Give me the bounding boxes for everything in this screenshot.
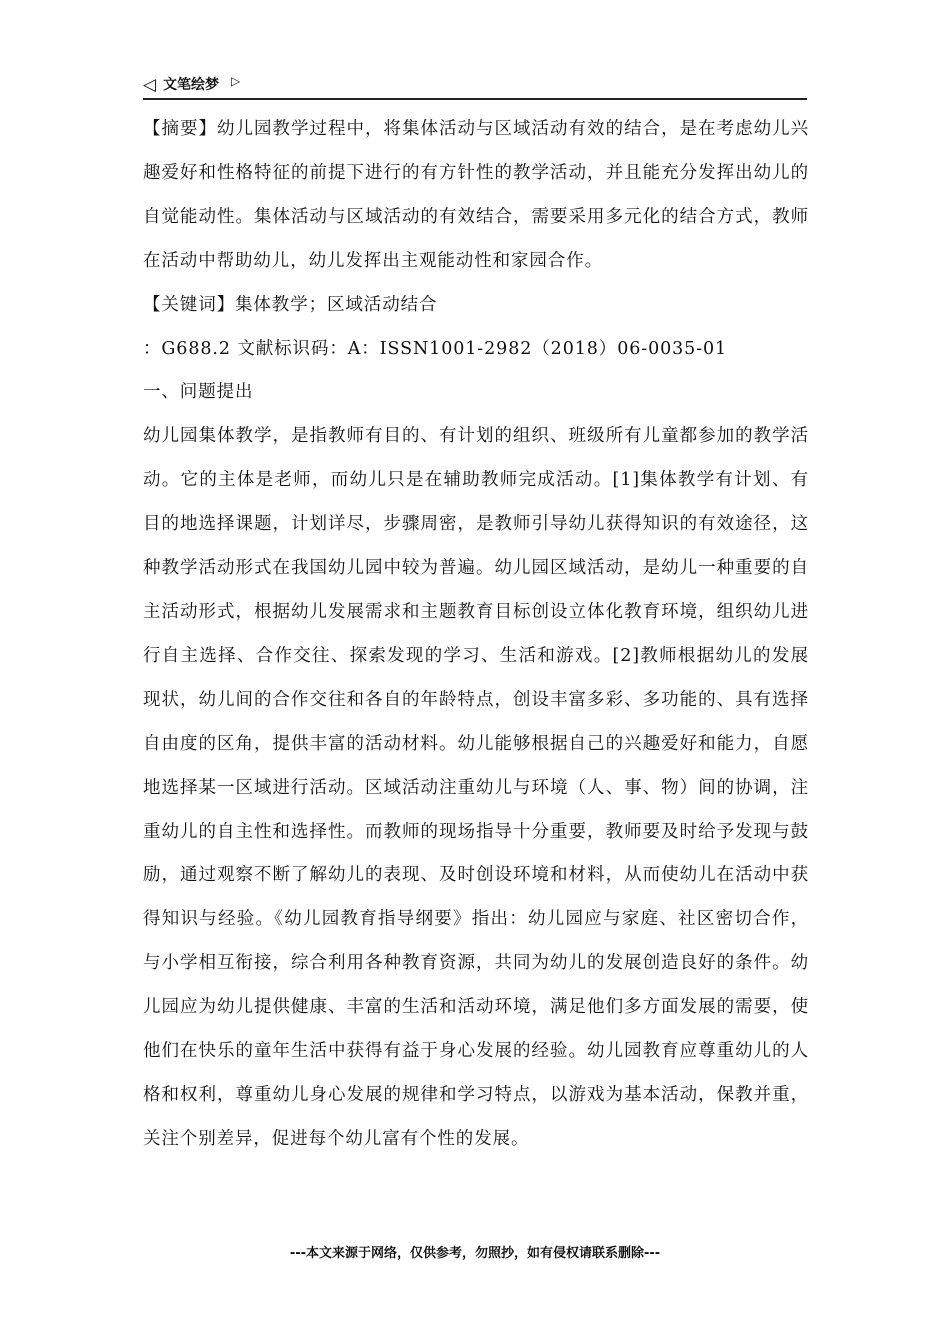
page-header <box>143 74 807 100</box>
left-triangle-icon: ◁ <box>143 75 157 95</box>
right-triangle-icon: ▷ <box>231 74 241 88</box>
header-title: 文笔绘梦 <box>163 77 219 93</box>
abstract-paragraph: 【摘要】幼儿园教学过程中，将集体活动与区域活动有效的结合，是在考虑幼儿兴趣爱好和性格特征的前提下进行的有方针性的教学活动，并且能充分发挥出幼儿的自觉能动性。集体活动与区域活动的有效结合，需要采用多元化的结合方式，教师在活动中帮助幼儿，幼儿发挥出主观能动性和家园合作。 <box>143 119 809 271</box>
keywords-line: 【关键词】集体教学；区域活动结合 <box>143 294 438 315</box>
classification-line: ：G688.2 文献标识码：A：ISSN1001-2982（2018）06-0035-01 <box>143 338 728 359</box>
document-body <box>143 108 809 1162</box>
section-heading: 一、问题提出 <box>143 382 254 403</box>
body-paragraph: 幼儿园集体教学，是指教师有目的、有计划的组织、班级所有儿童都参加的教学活动。它的主体是老师，而幼儿只是在辅助教师完成活动。[1]集体教学有计划、有目的地选择课题，计划详尽，步骤周密，是教师引导幼儿获得知识的有效途径，这种教学活动形式在我国幼儿园中较为普遍。幼儿园区域活动，是幼儿一种重要的自主活动形式，根据幼儿发展需求和主题教育目标创设立体化教育环境，组织幼儿进行自主选择、合作交往、探索发现的学习、生活和游戏。[2]教师根据幼儿的发展现状，幼儿间的合作交往和各自的年龄特点，创设丰富多彩、多功能的、具有选择自由度的区角，提供丰富的活动材料。幼儿能够根据自己的兴趣爱好和能力，自愿地选择某一区域进行活动。区域活动注重幼儿与环境（人、事、物）间的协调，注重幼儿的自主性和选择性。而教师的现场指导十分重要，教师要及时给予发现与鼓励，通过观察不断了解幼儿的表现、及时创设环境和材料，从而使幼儿在活动中获得知识与经验。《幼儿园教育指导纲要》指出：幼儿园应与家庭、社区密切合作，与小学相互衔接，综合利用各种教育资源，共同为幼儿的发展创造良好的条件。幼儿园应为幼儿提供健康、丰富的生活和活动环境，满足他们多方面发展的需要，使他们在快乐的童年生活中获得有益于身心发展的经验。幼儿园教育应尊重幼儿的人格和权利，尊重幼儿身心发展的规律和学习特点，以游戏为基本活动，保教并重，关注个别差异，促进每个幼儿富有个性的发展。 <box>143 426 809 1149</box>
footer-notice: ---本文来源于网络，仅供参考，勿照抄，如有侵权请联系删除--- <box>289 1246 661 1261</box>
